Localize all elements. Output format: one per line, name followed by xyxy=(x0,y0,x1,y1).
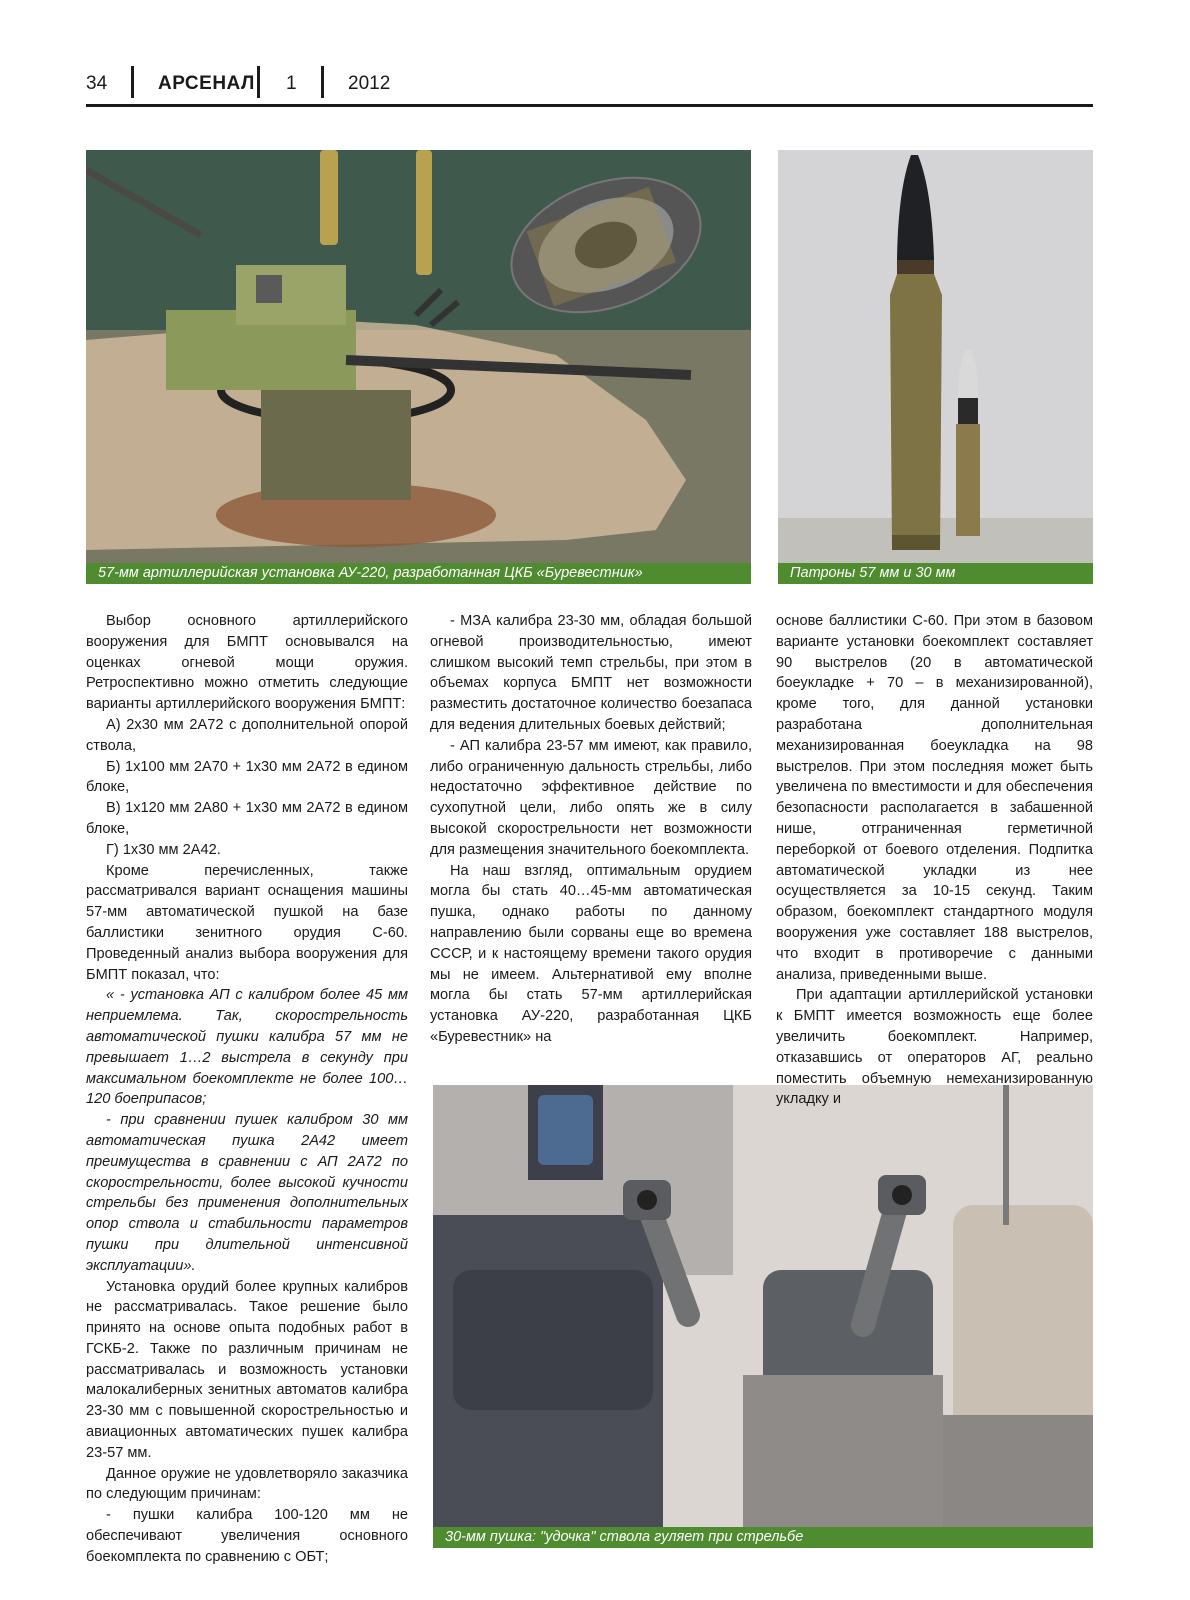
article-column-2 xyxy=(430,611,752,1048)
figure-cartridges xyxy=(778,150,1093,584)
paragraph: основе баллистики С-60. При этом в базовом варианте установки боекомплект составляет 90 выстрелов (20 в автоматической боеукладке + 70 – в механизированной), кроме того, для данной установки разработана дополнительная механизированная боеукладка на 98 выстрелов. При этом последняя может быть увеличена по вместимости и для обеспечения безопасности располагается в забашенной нише, отграниченная герметичной переборкой от боевого отделения. Подпитка автоматической укладки из нее осуществляется за 10-15 секунд. Таким образом, боекомплект стандартного модуля вооружения уже составляет 188 выстрелов, что входит в противоречие с данными анализа, приведенными выше. xyxy=(776,613,1093,983)
page-number: 34 xyxy=(86,73,108,94)
paragraph: Кроме перечисленных, также рассматривался вариант оснащения машины 57-мм автоматической пушкой на базе баллистики зенитного орудия С-60. Проведенный анализ выбора вооружения для БМПТ показал, что: xyxy=(86,862,408,983)
turret-render-image xyxy=(86,150,751,584)
paragraph: - пушки калибра 100-120 мм не обеспечивают увеличения основного боекомплекта по сравнению с ОБТ; xyxy=(86,1507,408,1565)
paragraph: Выбор основного артиллерийского вооружения для БМПТ основывался на оценках огневой мощи оружия. Ретроспективно можно отметить следующие варианты артиллерийского вооружения БМПТ: xyxy=(86,613,408,713)
paragraph: Установка орудий более крупных калибров не рассматривалась. Такое решение было принято на основе опыта подобных работ в ГСКБ-2. Также по различным причинам не рассматривалась и возможность установки малокалиберных зенитных автоматов калибра 23-30 мм с повышенной скорострельностью и авиационных автоматических пушек калибра 23-57 мм. xyxy=(86,1278,408,1461)
header-divider xyxy=(321,66,324,98)
list-item: А) 2х30 мм 2А72 с дополнительной опорой ствола, xyxy=(86,716,408,754)
page-header xyxy=(86,66,1093,107)
paragraph: - АП калибра 23-57 мм имеют, как правило, либо ограниченную дальность стрельбы, либо недостаточно эффективное действие по сухопутной цели, либо опять же в силу высокой скорострельности нет возможности для размещения значительного боекомплекта. xyxy=(430,737,752,858)
list-item: В) 1х120 мм 2А80 + 1х30 мм 2А72 в едином блоке, xyxy=(86,800,408,837)
article-column-3 xyxy=(776,611,1093,1110)
caption-cartridges: Патроны 57 мм и 30 мм xyxy=(778,563,1093,584)
figure-30mm-gun xyxy=(433,1085,1093,1548)
paragraph: - МЗА калибра 23-30 мм, обладая большой огневой производительностью, имеют слишком высокий темп стрельбы, при этом в объемах корпуса БМПТ нет возможности разместить достаточное количество боезапаса для ведения длительных боевых действий; xyxy=(430,613,752,733)
magazine-title: АРСЕНАЛ xyxy=(158,73,255,94)
paragraph: При адаптации артиллерийской установки к БМПТ имеется возможность еще более увеличить боекомплект. Например, отказавшись от операторов АГ, реально поместить объемную немеханизированную укладку и xyxy=(776,987,1093,1108)
article-column-1 xyxy=(86,611,408,1568)
cartridges-photo xyxy=(778,150,1093,584)
paragraph: На наш взгляд, оптимальным орудием могла бы стать 40…45-мм автоматическая пушка, однако работы по данному направлению были сорваны еще во времена СССР, и к настоящему времени такого орудия мы не имеем. Альтернативой ему вполне могла бы стать 57-мм артиллерийская установка АУ-220, разработанная ЦКБ «Буревестник» на xyxy=(430,862,752,1045)
issue-year: 2012 xyxy=(348,73,391,94)
issue-number: 1 xyxy=(286,73,297,94)
header-divider xyxy=(131,66,134,98)
paragraph: Данное оружие не удовлетворяло заказчика по следующим причинам: xyxy=(86,1465,408,1503)
list-item: Б) 1х100 мм 2А70 + 1х30 мм 2А72 в едином блоке, xyxy=(86,758,408,796)
header-divider xyxy=(257,66,260,98)
figure-turret xyxy=(86,150,751,584)
caption-30mm-gun: 30-мм пушка: "удочка" ствола гуляет при стрельбе xyxy=(433,1527,1093,1548)
twin-guns-photo xyxy=(433,1085,1093,1548)
list-item: Г) 1х30 мм 2А42. xyxy=(106,841,221,858)
quote-paragraph: - при сравнении пушек калибром 30 мм автоматическая пушка 2А42 имеет преимущества в сравнении с АП 2А72 по скорострельности, более высокой кучности стрельбы без применения дополнительных опор ствола и стабильности параметров пушки при длительной интенсивной эксплуатации». xyxy=(86,1112,408,1274)
quote-paragraph: « - установка АП с калибром более 45 мм неприемлема. Так, скорострельность автоматической пушки калибра 57 мм не превышает 1…2 выстрела в секунду при максимальном боекомплекте не более 100…120 боеприпасов; xyxy=(86,987,408,1108)
caption-turret: 57-мм артиллерийская установка АУ-220, разработанная ЦКБ «Буревестник» xyxy=(86,563,751,584)
